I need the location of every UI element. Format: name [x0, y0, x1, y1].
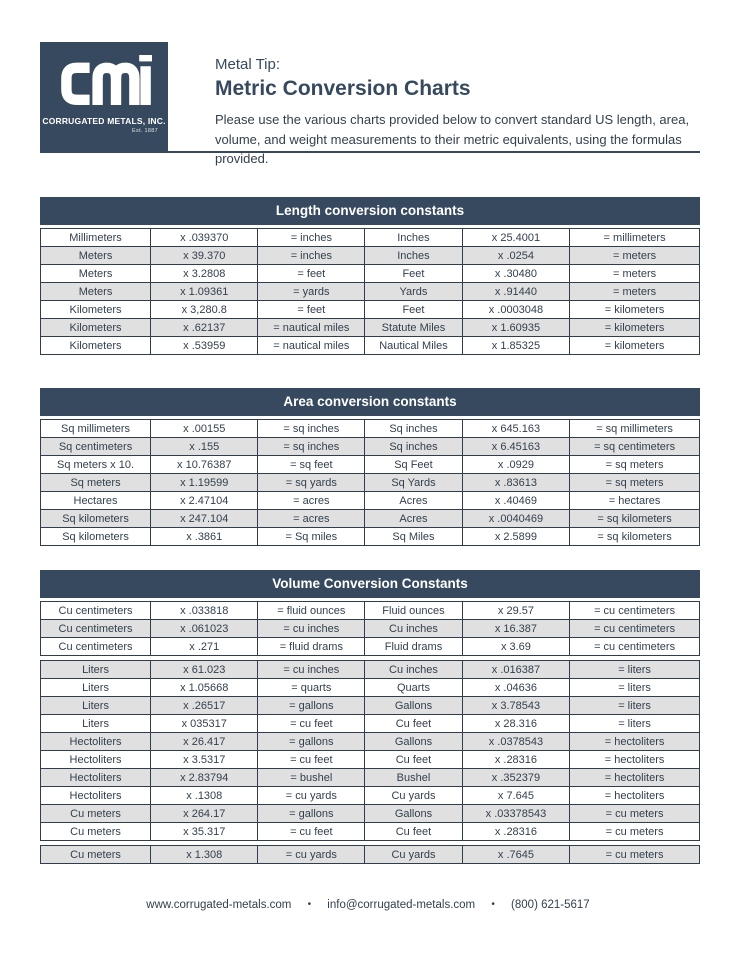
table-cell: = cu yards — [258, 846, 365, 864]
table-cell: = Sq miles — [258, 528, 365, 546]
table-cell: Cu inches — [365, 620, 463, 638]
table-cell: x 1.09361 — [151, 283, 258, 301]
table-row — [41, 697, 700, 715]
table-cell: x 35.317 — [151, 823, 258, 841]
footer-phone: (800) 621-5617 — [511, 899, 590, 911]
table-cell: x 3.2808 — [151, 265, 258, 283]
table-cell: Liters — [41, 715, 151, 733]
table-cell: = meters — [570, 283, 700, 301]
table-row — [41, 474, 700, 492]
table-row — [41, 602, 700, 620]
table-cell: = cu inches — [258, 620, 365, 638]
table-row — [41, 247, 700, 265]
table-cell: = sq meters — [570, 456, 700, 474]
table-cell: Inches — [365, 229, 463, 247]
table-cell: = meters — [570, 247, 700, 265]
table-cell: = liters — [570, 661, 700, 679]
table-cell: x .0003048 — [462, 301, 569, 319]
table-cell: x 1.05668 — [151, 679, 258, 697]
table-cell: = cu feet — [258, 751, 365, 769]
table-cell: = cu meters — [570, 805, 700, 823]
table-cell: = sq kilometers — [570, 510, 700, 528]
table-cell: x .28316 — [462, 823, 569, 841]
table-cell: Hectares — [41, 492, 151, 510]
table-cell: Cu inches — [365, 661, 463, 679]
table-cell: x 29.57 — [462, 602, 569, 620]
table-cell: Cu centimeters — [41, 602, 151, 620]
table-cell: = cu centimeters — [570, 620, 700, 638]
table-row — [41, 319, 700, 337]
table-cell: x .3861 — [151, 528, 258, 546]
table-cell: x 3,280.8 — [151, 301, 258, 319]
table-cell: Gallons — [365, 697, 463, 715]
table-cell: Feet — [365, 301, 463, 319]
table-row — [41, 787, 700, 805]
table-cell: Sq inches — [365, 438, 463, 456]
table-cell: = gallons — [258, 697, 365, 715]
page-footer — [0, 899, 736, 911]
table-cell: = hectares — [570, 492, 700, 510]
conversion-table-section — [40, 660, 700, 841]
footer-bullet: • — [491, 899, 495, 910]
table-cell: x 264.17 — [151, 805, 258, 823]
table-cell: Cu meters — [41, 805, 151, 823]
table-cell: Acres — [365, 492, 463, 510]
table-cell: = cu meters — [570, 846, 700, 864]
table-cell: x 2.5899 — [462, 528, 569, 546]
table-cell: x .1308 — [151, 787, 258, 805]
table-cell: Hectoliters — [41, 751, 151, 769]
table-title-bar: Length conversion constants — [40, 197, 700, 225]
table-row — [41, 510, 700, 528]
table-cell: = kilometers — [570, 337, 700, 355]
conversion-table-section — [40, 419, 700, 546]
table-cell: = cu centimeters — [570, 638, 700, 656]
table-cell: x .0929 — [462, 456, 569, 474]
table-cell: x .83613 — [462, 474, 569, 492]
table-cell: = yards — [258, 283, 365, 301]
table-cell: = sq yards — [258, 474, 365, 492]
table-cell: = fluid ounces — [258, 602, 365, 620]
table-cell: = hectoliters — [570, 733, 700, 751]
table-cell: Cu centimeters — [41, 620, 151, 638]
table-row — [41, 337, 700, 355]
table-cell: Cu meters — [41, 823, 151, 841]
table-cell: Acres — [365, 510, 463, 528]
table-cell: = sq feet — [258, 456, 365, 474]
table-cell: = sq inches — [258, 438, 365, 456]
table-cell: = inches — [258, 247, 365, 265]
table-cell: Yards — [365, 283, 463, 301]
table-cell: Meters — [41, 247, 151, 265]
table-cell: Sq Feet — [365, 456, 463, 474]
table-cell: Liters — [41, 661, 151, 679]
table-cell: = gallons — [258, 733, 365, 751]
table-cell: x 6.45163 — [462, 438, 569, 456]
table-cell: = liters — [570, 679, 700, 697]
table-cell: x 25.4001 — [462, 229, 569, 247]
table-cell: = gallons — [258, 805, 365, 823]
table-row — [41, 265, 700, 283]
table-cell: = sq millimeters — [570, 420, 700, 438]
table-cell: Hectoliters — [41, 787, 151, 805]
table-cell: Sq meters — [41, 474, 151, 492]
length-conversion-table — [40, 197, 700, 355]
table-cell: x 1.308 — [151, 846, 258, 864]
table-row — [41, 638, 700, 656]
page-description: Please use the various charts provided below to convert standard US length, area, volume, and weight measurements to their metric equivalents, using the formulas provided. — [215, 112, 690, 166]
table-row — [41, 661, 700, 679]
table-cell: Nautical Miles — [365, 337, 463, 355]
table-cell: Cu yards — [365, 846, 463, 864]
table-title-bar: Area conversion constants — [40, 388, 700, 416]
table-cell: = millimeters — [570, 229, 700, 247]
table-cell: x .00155 — [151, 420, 258, 438]
table-cell: x .033818 — [151, 602, 258, 620]
table-cell: x .352379 — [462, 769, 569, 787]
table-cell: Cu yards — [365, 787, 463, 805]
table-row — [41, 438, 700, 456]
table-body — [40, 419, 700, 546]
table-cell: x .061023 — [151, 620, 258, 638]
table-cell: Sq kilometers — [41, 510, 151, 528]
table-cell: Kilometers — [41, 337, 151, 355]
table-cell: x 3.69 — [462, 638, 569, 656]
cmi-logo-icon — [56, 55, 152, 111]
table-cell: Sq inches — [365, 420, 463, 438]
table-cell: = inches — [258, 229, 365, 247]
table-cell: = liters — [570, 697, 700, 715]
table-cell: = sq kilometers — [570, 528, 700, 546]
table-cell: Sq meters x 10. — [41, 456, 151, 474]
table-cell: x 2.47104 — [151, 492, 258, 510]
table-row — [41, 301, 700, 319]
table-row — [41, 620, 700, 638]
table-cell: Fluid ounces — [365, 602, 463, 620]
table-cell: = fluid drams — [258, 638, 365, 656]
table-cell: = liters — [570, 715, 700, 733]
table-row — [41, 528, 700, 546]
table-row — [41, 492, 700, 510]
table-cell: Feet — [365, 265, 463, 283]
table-body — [40, 228, 700, 355]
table-row — [41, 733, 700, 751]
table-cell: x 7.645 — [462, 787, 569, 805]
table-cell: = kilometers — [570, 319, 700, 337]
table-cell: Cu feet — [365, 715, 463, 733]
table-cell: = sq meters — [570, 474, 700, 492]
volume-conversion-table — [40, 570, 700, 864]
table-cell: x .04636 — [462, 679, 569, 697]
table-cell: x .53959 — [151, 337, 258, 355]
table-cell: Cu centimeters — [41, 638, 151, 656]
table-cell: x .26517 — [151, 697, 258, 715]
table-cell: x 26.417 — [151, 733, 258, 751]
table-cell: x 16.387 — [462, 620, 569, 638]
table-cell: x 1.60935 — [462, 319, 569, 337]
table-cell: Inches — [365, 247, 463, 265]
table-cell: x .271 — [151, 638, 258, 656]
page-title: Metric Conversion Charts — [215, 77, 471, 100]
table-cell: x 3.78543 — [462, 697, 569, 715]
area-conversion-table — [40, 388, 700, 546]
table-cell: Millimeters — [41, 229, 151, 247]
table-row — [41, 283, 700, 301]
table-row — [41, 456, 700, 474]
table-title-bar: Volume Conversion Constants — [40, 570, 700, 598]
table-cell: x 2.83794 — [151, 769, 258, 787]
table-cell: x .0040469 — [462, 510, 569, 528]
logo-established: Est. 1887 — [132, 128, 158, 134]
table-cell: Kilometers — [41, 319, 151, 337]
table-cell: x 28.316 — [462, 715, 569, 733]
table-cell: = sq inches — [258, 420, 365, 438]
footer-website-link[interactable]: www.corrugated-metals.com — [146, 899, 292, 911]
table-cell: = feet — [258, 301, 365, 319]
table-cell: x 61.023 — [151, 661, 258, 679]
table-row — [41, 715, 700, 733]
table-row — [41, 823, 700, 841]
table-cell: x .039370 — [151, 229, 258, 247]
table-cell: x .40469 — [462, 492, 569, 510]
table-cell: = nautical miles — [258, 337, 365, 355]
table-cell: = sq centimeters — [570, 438, 700, 456]
table-cell: Sq Miles — [365, 528, 463, 546]
table-cell: Sq Yards — [365, 474, 463, 492]
table-cell: = hectoliters — [570, 787, 700, 805]
table-cell: x 1.85325 — [462, 337, 569, 355]
table-cell: x .0378543 — [462, 733, 569, 751]
table-cell: Kilometers — [41, 301, 151, 319]
table-cell: x .155 — [151, 438, 258, 456]
table-cell: x .91440 — [462, 283, 569, 301]
table-cell: x .7645 — [462, 846, 569, 864]
logo-company-name: CORRUGATED METALS, INC. — [42, 116, 166, 126]
table-cell: Sq centimeters — [41, 438, 151, 456]
table-row — [41, 769, 700, 787]
table-cell: x 1.19599 — [151, 474, 258, 492]
table-cell: x .28316 — [462, 751, 569, 769]
table-cell: = kilometers — [570, 301, 700, 319]
table-cell: = bushel — [258, 769, 365, 787]
conversion-table-section — [40, 228, 700, 355]
table-cell: = nautical miles — [258, 319, 365, 337]
table-cell: x 035317 — [151, 715, 258, 733]
table-cell: = acres — [258, 492, 365, 510]
table-cell: Statute Miles — [365, 319, 463, 337]
table-cell: Cu meters — [41, 846, 151, 864]
table-cell: Quarts — [365, 679, 463, 697]
table-cell: = acres — [258, 510, 365, 528]
table-cell: x 3.5317 — [151, 751, 258, 769]
table-cell: = feet — [258, 265, 365, 283]
table-cell: x 247.104 — [151, 510, 258, 528]
table-cell: x 39.370 — [151, 247, 258, 265]
conversion-table-section — [40, 845, 700, 864]
table-cell: = hectoliters — [570, 751, 700, 769]
table-cell: = hectoliters — [570, 769, 700, 787]
table-cell: = cu yards — [258, 787, 365, 805]
table-cell: = cu centimeters — [570, 602, 700, 620]
table-cell: Liters — [41, 679, 151, 697]
company-logo-box — [40, 42, 168, 153]
table-body — [40, 601, 700, 864]
table-cell: Gallons — [365, 805, 463, 823]
footer-email-link[interactable]: info@corrugated-metals.com — [327, 899, 476, 911]
table-cell: Sq kilometers — [41, 528, 151, 546]
table-row — [41, 805, 700, 823]
table-cell: = quarts — [258, 679, 365, 697]
table-cell: x .0254 — [462, 247, 569, 265]
table-cell: Hectoliters — [41, 769, 151, 787]
table-cell: Bushel — [365, 769, 463, 787]
table-cell: Meters — [41, 283, 151, 301]
conversion-table-section — [40, 601, 700, 656]
table-cell: Sq millimeters — [41, 420, 151, 438]
table-cell: Liters — [41, 697, 151, 715]
table-cell: = cu meters — [570, 823, 700, 841]
table-cell: Hectoliters — [41, 733, 151, 751]
table-cell: x 10.76387 — [151, 456, 258, 474]
table-row — [41, 751, 700, 769]
table-row — [41, 420, 700, 438]
table-cell: x 645.163 — [462, 420, 569, 438]
table-row — [41, 229, 700, 247]
footer-bullet: • — [307, 899, 312, 910]
table-cell: Gallons — [365, 733, 463, 751]
header-kicker: Metal Tip: — [215, 56, 281, 73]
table-cell: x .62137 — [151, 319, 258, 337]
table-cell: = cu inches — [258, 661, 365, 679]
table-row — [41, 679, 700, 697]
table-cell: Cu feet — [365, 823, 463, 841]
table-cell: = meters — [570, 265, 700, 283]
table-cell: Meters — [41, 265, 151, 283]
table-cell: Cu feet — [365, 751, 463, 769]
table-cell: = cu feet — [258, 715, 365, 733]
table-row — [41, 846, 700, 864]
table-cell: x .016387 — [462, 661, 569, 679]
table-cell: Fluid drams — [365, 638, 463, 656]
table-cell: x .30480 — [462, 265, 569, 283]
table-cell: = cu feet — [258, 823, 365, 841]
table-cell: x .03378543 — [462, 805, 569, 823]
page-header — [215, 56, 705, 169]
